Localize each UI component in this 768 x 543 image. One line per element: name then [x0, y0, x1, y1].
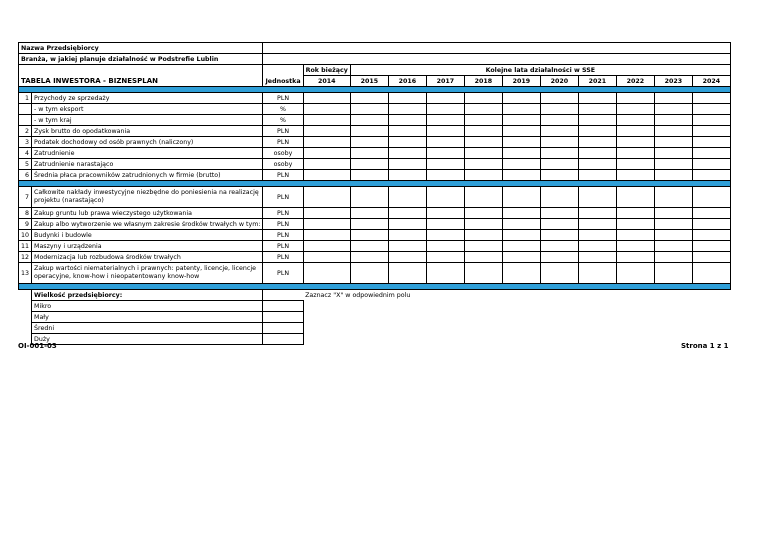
value-cell[interactable]: [654, 126, 692, 137]
spacer: [303, 334, 730, 345]
year-header: 2014: [303, 76, 350, 87]
page-number: Strona 1 z 1: [681, 342, 729, 350]
value-cell[interactable]: [464, 263, 502, 284]
value-cell[interactable]: [303, 187, 350, 208]
value-cell[interactable]: [578, 148, 616, 159]
value-cell[interactable]: [303, 104, 350, 115]
value-cell[interactable]: [388, 137, 426, 148]
row-label: Modernizacja lub rozbudowa środków trwałych: [32, 252, 263, 263]
year-header: 2021: [578, 76, 616, 87]
value-cell[interactable]: [464, 104, 502, 115]
row-unit: %: [263, 104, 303, 115]
value-cell[interactable]: [654, 104, 692, 115]
value-cell[interactable]: [654, 230, 692, 241]
table-row: [19, 148, 731, 159]
row-number: 9: [19, 219, 32, 230]
row-unit: PLN: [263, 126, 303, 137]
value-cell[interactable]: [654, 241, 692, 252]
company-size-checkbox[interactable]: [263, 312, 303, 323]
value-cell[interactable]: [578, 208, 616, 219]
spacer: [19, 290, 32, 301]
value-cell[interactable]: [464, 126, 502, 137]
value-cell[interactable]: [616, 230, 654, 241]
year-header: 2022: [616, 76, 654, 87]
value-cell[interactable]: [388, 252, 426, 263]
value-cell[interactable]: [426, 170, 464, 181]
value-cell[interactable]: [540, 263, 578, 284]
value-cell[interactable]: [692, 93, 730, 104]
value-cell[interactable]: [388, 219, 426, 230]
value-cell[interactable]: [578, 137, 616, 148]
row-number: [19, 115, 32, 126]
value-cell[interactable]: [578, 126, 616, 137]
value-cell[interactable]: [388, 93, 426, 104]
value-cell[interactable]: [654, 170, 692, 181]
value-cell[interactable]: [464, 159, 502, 170]
value-cell[interactable]: [654, 137, 692, 148]
value-cell[interactable]: [464, 208, 502, 219]
investor-table: [18, 42, 731, 345]
value-cell[interactable]: [578, 241, 616, 252]
row-label: Średnia płaca pracowników zatrudnionych w firmie (brutto): [32, 170, 263, 181]
value-cell[interactable]: [578, 187, 616, 208]
value-cell[interactable]: [540, 148, 578, 159]
value-cell[interactable]: [426, 159, 464, 170]
value-cell[interactable]: [388, 148, 426, 159]
value-cell[interactable]: [616, 93, 654, 104]
row-unit: PLN: [263, 252, 303, 263]
value-cell[interactable]: [388, 170, 426, 181]
value-cell[interactable]: [692, 104, 730, 115]
value-cell[interactable]: [303, 115, 350, 126]
table-row: [19, 301, 731, 312]
value-cell[interactable]: [502, 208, 540, 219]
value-cell[interactable]: [350, 104, 388, 115]
value-cell[interactable]: [464, 137, 502, 148]
value-cell[interactable]: [464, 241, 502, 252]
value-cell[interactable]: [692, 170, 730, 181]
row-unit: PLN: [263, 241, 303, 252]
value-cell[interactable]: [540, 219, 578, 230]
value-cell[interactable]: [540, 137, 578, 148]
value-cell[interactable]: [350, 93, 388, 104]
value-cell[interactable]: [578, 219, 616, 230]
year-header: 2017: [426, 76, 464, 87]
company-name-label: Nazwa Przedsiębiorcy: [19, 43, 263, 54]
value-cell[interactable]: [350, 148, 388, 159]
row-label: Podatek dochodowy od osób prawnych (naliczony): [32, 137, 263, 148]
size-hint: Zaznacz "X" w odpowiednim polu: [305, 291, 411, 299]
value-cell[interactable]: [502, 104, 540, 115]
value-cell[interactable]: [426, 241, 464, 252]
spacer: [303, 323, 730, 334]
value-cell[interactable]: [502, 126, 540, 137]
value-cell[interactable]: [654, 252, 692, 263]
value-cell[interactable]: [426, 104, 464, 115]
value-cell[interactable]: [692, 241, 730, 252]
value-cell[interactable]: [540, 252, 578, 263]
value-cell[interactable]: [502, 241, 540, 252]
row-unit: PLN: [263, 93, 303, 104]
value-cell[interactable]: [303, 170, 350, 181]
value-cell[interactable]: [540, 104, 578, 115]
table-row: [19, 159, 731, 170]
value-cell[interactable]: [578, 230, 616, 241]
row-label: Całkowite nakłady inwestycyjne niezbędne do poniesienia na realizację projektu (narastająco): [32, 187, 263, 208]
company-name-field[interactable]: [263, 43, 730, 54]
value-cell[interactable]: [540, 241, 578, 252]
row-unit: PLN: [263, 170, 303, 181]
value-cell[interactable]: [502, 219, 540, 230]
row-label: - w tym eksport: [32, 104, 263, 115]
value-cell[interactable]: [692, 148, 730, 159]
company-size-title: Wielkość przedsiębiorcy:: [32, 290, 263, 301]
value-cell[interactable]: [616, 263, 654, 284]
value-cell[interactable]: [303, 159, 350, 170]
value-cell[interactable]: [654, 187, 692, 208]
value-cell[interactable]: [616, 208, 654, 219]
value-cell[interactable]: [350, 115, 388, 126]
value-cell[interactable]: [692, 115, 730, 126]
value-cell[interactable]: [350, 263, 388, 284]
row-label: Zatrudnienie narastająco: [32, 159, 263, 170]
table-row: [19, 208, 731, 219]
value-cell[interactable]: [654, 208, 692, 219]
company-size-checkbox[interactable]: [263, 323, 303, 334]
row-label: - w tym kraj: [32, 115, 263, 126]
value-cell[interactable]: [303, 148, 350, 159]
value-cell[interactable]: [540, 170, 578, 181]
row-unit: PLN: [263, 137, 303, 148]
value-cell[interactable]: [303, 241, 350, 252]
table-row: [19, 230, 731, 241]
value-cell[interactable]: [540, 159, 578, 170]
value-cell[interactable]: [426, 187, 464, 208]
value-cell[interactable]: [350, 170, 388, 181]
value-cell[interactable]: [616, 170, 654, 181]
value-cell[interactable]: [303, 252, 350, 263]
company-size-option: Mikro: [32, 301, 263, 312]
value-cell[interactable]: [303, 126, 350, 137]
row-number: 2: [19, 126, 32, 137]
row-unit: PLN: [263, 263, 303, 284]
company-size-checkbox[interactable]: [263, 301, 303, 312]
value-cell[interactable]: [388, 208, 426, 219]
year-header: 2023: [654, 76, 692, 87]
row-unit: PLN: [263, 219, 303, 230]
value-cell[interactable]: [692, 230, 730, 241]
value-cell[interactable]: [502, 170, 540, 181]
row-unit: PLN: [263, 230, 303, 241]
value-cell[interactable]: [578, 159, 616, 170]
year-header: 2020: [540, 76, 578, 87]
row-unit: PLN: [263, 208, 303, 219]
row-label: Zysk brutto do opodatkowania: [32, 126, 263, 137]
value-cell[interactable]: [616, 115, 654, 126]
table-row: [19, 170, 731, 181]
value-cell[interactable]: [654, 148, 692, 159]
company-size-option: Średni: [32, 323, 263, 334]
value-cell[interactable]: [426, 208, 464, 219]
value-cell[interactable]: [692, 252, 730, 263]
value-cell[interactable]: [426, 219, 464, 230]
value-cell[interactable]: [616, 187, 654, 208]
row-number: 6: [19, 170, 32, 181]
value-cell[interactable]: [388, 126, 426, 137]
value-cell[interactable]: [502, 230, 540, 241]
table-row: [19, 263, 731, 284]
value-cell[interactable]: [502, 159, 540, 170]
value-cell[interactable]: [540, 93, 578, 104]
value-cell[interactable]: [578, 170, 616, 181]
row-number: 12: [19, 252, 32, 263]
value-cell[interactable]: [616, 148, 654, 159]
value-cell[interactable]: [502, 137, 540, 148]
value-cell[interactable]: [578, 263, 616, 284]
value-cell[interactable]: [350, 230, 388, 241]
value-cell[interactable]: [692, 263, 730, 284]
table-row: [19, 93, 731, 104]
table-row: [19, 323, 731, 334]
row-unit: %: [263, 115, 303, 126]
value-cell[interactable]: [616, 126, 654, 137]
row-number: 11: [19, 241, 32, 252]
value-cell[interactable]: [464, 115, 502, 126]
row-label: Przychody ze sprzedaży: [32, 93, 263, 104]
year-header: 2024: [692, 76, 730, 87]
year-header: 2016: [388, 76, 426, 87]
value-cell[interactable]: [464, 219, 502, 230]
row-label: Budynki i budowle: [32, 230, 263, 241]
row-number: 3: [19, 137, 32, 148]
table-row: [19, 65, 731, 76]
value-cell[interactable]: [426, 230, 464, 241]
form-code: OI-001-03: [18, 342, 57, 350]
value-cell[interactable]: [654, 219, 692, 230]
row-number: 7: [19, 187, 32, 208]
row-number: 5: [19, 159, 32, 170]
table-title: TABELA INWESTORA - BIZNESPLAN: [19, 65, 263, 87]
spacer: [303, 301, 730, 312]
value-cell[interactable]: [654, 93, 692, 104]
value-cell[interactable]: [578, 252, 616, 263]
size-title-box: [263, 290, 303, 301]
value-cell[interactable]: [578, 104, 616, 115]
value-cell[interactable]: [303, 93, 350, 104]
value-cell[interactable]: [464, 187, 502, 208]
table-row: [19, 252, 731, 263]
value-cell[interactable]: [578, 115, 616, 126]
current-year-label: Rok bieżący: [303, 65, 350, 76]
value-cell[interactable]: [350, 187, 388, 208]
value-cell[interactable]: [578, 93, 616, 104]
value-cell[interactable]: [654, 159, 692, 170]
table-row: [19, 104, 731, 115]
company-size-option: Duży: [32, 334, 263, 345]
industry-field[interactable]: [263, 54, 730, 65]
value-cell[interactable]: [464, 93, 502, 104]
table-row: [19, 54, 731, 65]
value-cell[interactable]: [692, 187, 730, 208]
value-cell[interactable]: [388, 230, 426, 241]
value-cell[interactable]: [350, 208, 388, 219]
value-cell[interactable]: [540, 187, 578, 208]
year-header: 2015: [350, 76, 388, 87]
table-row: [19, 219, 731, 230]
row-number: 4: [19, 148, 32, 159]
value-cell[interactable]: [502, 148, 540, 159]
value-cell[interactable]: [426, 115, 464, 126]
row-number: [19, 104, 32, 115]
value-cell[interactable]: [692, 208, 730, 219]
value-cell[interactable]: [502, 263, 540, 284]
value-cell[interactable]: [426, 137, 464, 148]
value-cell[interactable]: [540, 230, 578, 241]
table-row: [19, 241, 731, 252]
row-label: Zakup albo wytworzenie we własnym zakresie środków trwałych w tym:: [32, 219, 263, 230]
row-unit: osoby: [263, 159, 303, 170]
table-row: [19, 187, 731, 208]
value-cell[interactable]: [616, 252, 654, 263]
value-cell[interactable]: [654, 115, 692, 126]
value-cell[interactable]: [350, 219, 388, 230]
value-cell[interactable]: [502, 252, 540, 263]
row-label: Zatrudnienie: [32, 148, 263, 159]
value-cell[interactable]: [350, 252, 388, 263]
value-cell[interactable]: [464, 230, 502, 241]
biznesplan-sheet: [18, 42, 731, 345]
company-size-checkbox[interactable]: [263, 334, 303, 345]
year-header: 2018: [464, 76, 502, 87]
value-cell[interactable]: [350, 137, 388, 148]
value-cell[interactable]: [350, 241, 388, 252]
value-cell[interactable]: [303, 263, 350, 284]
value-cell[interactable]: [388, 159, 426, 170]
value-cell[interactable]: [502, 187, 540, 208]
value-cell[interactable]: [654, 263, 692, 284]
row-label: Maszyny i urządzenia: [32, 241, 263, 252]
next-years-label: Kolejne lata działalności w SSE: [350, 65, 730, 76]
value-cell[interactable]: [426, 263, 464, 284]
table-row: [19, 126, 731, 137]
value-cell[interactable]: [616, 219, 654, 230]
value-cell[interactable]: [426, 126, 464, 137]
row-label: Zakup wartości niematerialnych i prawnych: patenty, licencje, licencje operacyjne, know-how i nieopatentowany know-how: [32, 263, 263, 284]
row-unit: PLN: [263, 187, 303, 208]
value-cell[interactable]: [388, 115, 426, 126]
table-row: [19, 334, 731, 345]
row-number: 8: [19, 208, 32, 219]
value-cell[interactable]: [388, 104, 426, 115]
value-cell[interactable]: [464, 170, 502, 181]
value-cell[interactable]: [388, 241, 426, 252]
table-row: [19, 290, 731, 301]
value-cell[interactable]: [616, 159, 654, 170]
spacer: [19, 323, 32, 334]
year-header: 2019: [502, 76, 540, 87]
value-cell[interactable]: [388, 263, 426, 284]
spacer: [19, 301, 32, 312]
value-cell[interactable]: [303, 219, 350, 230]
value-cell[interactable]: [692, 126, 730, 137]
value-cell[interactable]: [502, 93, 540, 104]
value-cell[interactable]: [540, 115, 578, 126]
row-label: Zakup gruntu lub prawa wieczystego użytkowania: [32, 208, 263, 219]
value-cell[interactable]: [616, 137, 654, 148]
value-cell[interactable]: [303, 208, 350, 219]
value-cell[interactable]: [426, 93, 464, 104]
value-cell[interactable]: [426, 148, 464, 159]
value-cell[interactable]: [692, 159, 730, 170]
row-unit: osoby: [263, 148, 303, 159]
value-cell[interactable]: [388, 187, 426, 208]
value-cell[interactable]: [692, 219, 730, 230]
value-cell[interactable]: [464, 252, 502, 263]
value-cell[interactable]: [692, 137, 730, 148]
spacer: [19, 312, 32, 323]
value-cell[interactable]: [303, 230, 350, 241]
row-number: 10: [19, 230, 32, 241]
value-cell[interactable]: [540, 208, 578, 219]
value-cell[interactable]: [350, 126, 388, 137]
value-cell[interactable]: [616, 241, 654, 252]
value-cell[interactable]: [464, 148, 502, 159]
value-cell[interactable]: [426, 252, 464, 263]
value-cell[interactable]: [616, 104, 654, 115]
table-row: [19, 115, 731, 126]
value-cell[interactable]: [350, 159, 388, 170]
row-number: 13: [19, 263, 32, 284]
unit-header: Jednostka: [263, 65, 303, 87]
table-row: [19, 43, 731, 54]
value-cell[interactable]: [303, 137, 350, 148]
industry-label: Branża, w jakiej planuje działalność w Podstrefie Lublin: [19, 54, 263, 65]
table-row: [19, 137, 731, 148]
spacer: [303, 312, 730, 323]
table-row: [19, 312, 731, 323]
value-cell[interactable]: [502, 115, 540, 126]
row-number: 1: [19, 93, 32, 104]
value-cell[interactable]: [540, 126, 578, 137]
company-size-option: Mały: [32, 312, 263, 323]
